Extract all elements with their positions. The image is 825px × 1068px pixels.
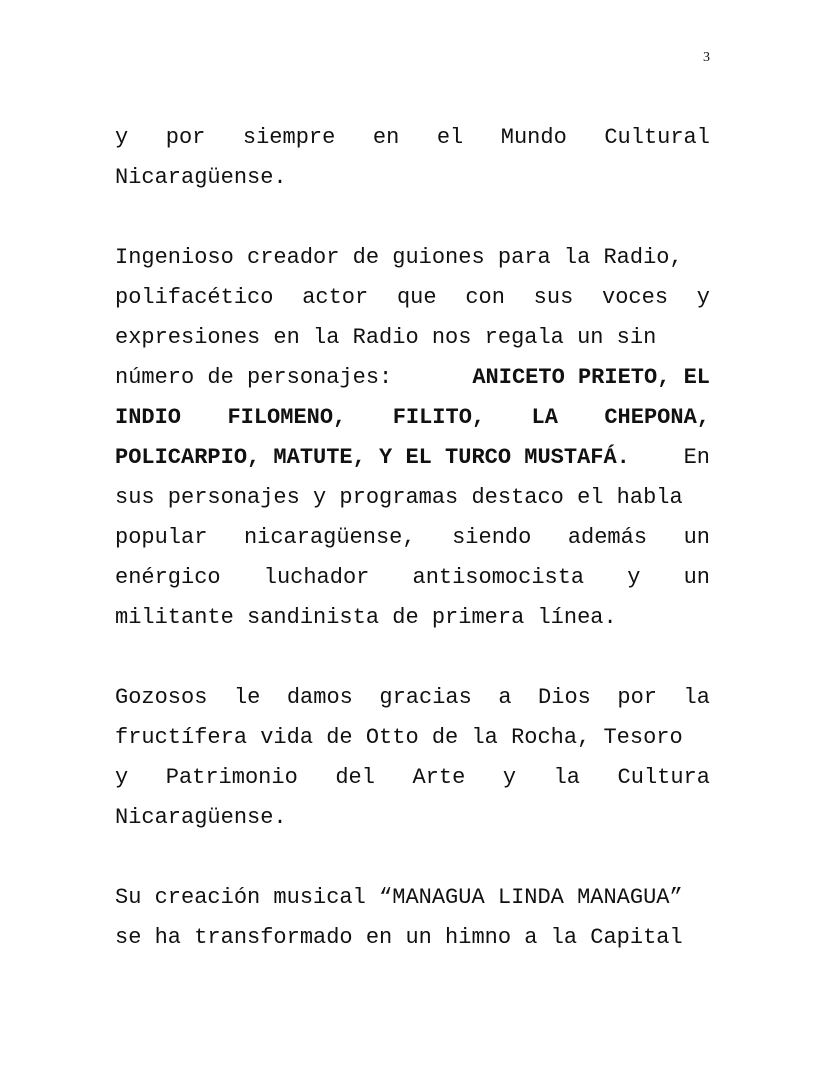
word: Mundo <box>500 125 567 150</box>
word: damos <box>286 685 353 710</box>
word: Arte <box>412 765 466 790</box>
text-line <box>115 118 710 158</box>
word: y <box>115 125 129 150</box>
word: la <box>553 765 580 790</box>
character-name: INDIO <box>115 405 182 430</box>
word: por <box>165 125 206 150</box>
word: sus <box>533 285 574 310</box>
character-name: CHEPONA, <box>604 405 710 430</box>
word: Ingenioso creador de guiones para la Radio, <box>115 245 683 270</box>
text-line <box>115 798 710 838</box>
word: en <box>372 125 400 150</box>
word: sus personajes y programas destaco el habla <box>115 485 683 510</box>
word: expresiones en la Radio nos regala un sin <box>115 325 657 350</box>
character-name: LA <box>531 405 558 430</box>
text-line <box>115 238 710 278</box>
text-line <box>115 358 710 398</box>
character-name: POLICARPIO, MATUTE, Y EL TURCO MUSTAFÁ. <box>115 445 630 470</box>
text-line <box>115 918 710 958</box>
word: con <box>465 285 505 310</box>
word: En <box>670 445 710 470</box>
text-line <box>115 758 710 798</box>
word: polifacético <box>115 285 274 310</box>
word: del <box>335 765 375 790</box>
word: Gozosos <box>115 685 208 710</box>
word: luchador <box>263 565 370 590</box>
text-line <box>115 718 710 758</box>
word: Su creación musical “MANAGUA LINDA MANAGUA” <box>115 885 683 910</box>
character-name: FILITO, <box>392 405 486 430</box>
text-line <box>115 598 710 638</box>
text-line <box>115 678 710 718</box>
text-line <box>115 398 710 438</box>
word: siendo <box>452 525 532 550</box>
word: y <box>115 765 129 790</box>
text-line <box>115 518 710 558</box>
text-line <box>115 558 710 598</box>
word: siempre <box>242 125 336 150</box>
text-line <box>115 278 710 318</box>
body-text <box>115 118 710 998</box>
word: número de personajes: <box>115 365 406 390</box>
text-line <box>115 158 710 198</box>
word: enérgico <box>115 565 221 590</box>
word: nicaragüense, <box>243 525 416 550</box>
word: se ha transformado en un himno a la Capital <box>115 925 683 950</box>
word: el <box>436 125 464 150</box>
word: y <box>502 765 517 790</box>
word: que <box>396 285 437 310</box>
word: a <box>498 685 512 710</box>
word: y <box>627 565 641 590</box>
text-line <box>115 478 710 518</box>
word: la <box>683 685 710 710</box>
word: militante sandinista de primera línea. <box>115 605 617 630</box>
word: fructífera vida de Otto de la Rocha, Tesoro <box>115 725 683 750</box>
word: gracias <box>379 685 472 710</box>
word: Cultural <box>604 125 710 150</box>
page-number: 3 <box>703 50 710 65</box>
character-name: ANICETO PRIETO, EL <box>472 365 710 390</box>
word: voces <box>602 285 669 310</box>
character-name: FILOMENO, <box>227 405 347 430</box>
word: Dios <box>538 685 591 710</box>
text-line <box>115 878 710 918</box>
word: además <box>567 525 648 550</box>
paragraph <box>115 118 710 198</box>
paragraph <box>115 238 710 638</box>
word: actor <box>302 285 369 310</box>
paragraph <box>115 878 710 958</box>
word: antisomocista <box>412 565 585 590</box>
word: popular <box>115 525 208 550</box>
word: Nicaragüense. <box>115 805 287 830</box>
word: Patrimonio <box>165 765 298 790</box>
word: Cultura <box>617 765 710 790</box>
text-line <box>115 318 710 358</box>
text-line <box>115 438 710 478</box>
word: por <box>617 685 657 710</box>
word: un <box>683 565 710 590</box>
word: le <box>233 685 261 710</box>
word: y <box>696 285 710 310</box>
paragraph <box>115 678 710 838</box>
word: Nicaragüense. <box>115 165 287 190</box>
word: un <box>683 525 710 550</box>
